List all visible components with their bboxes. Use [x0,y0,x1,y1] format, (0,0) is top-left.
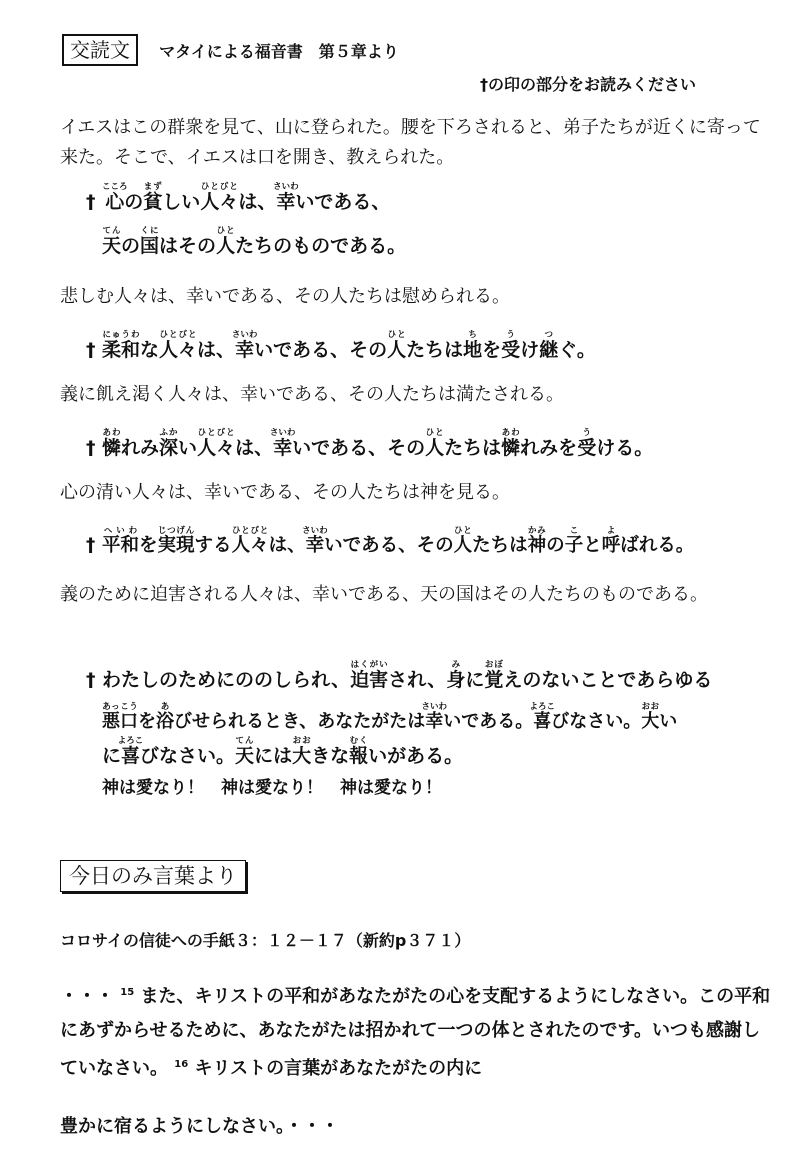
scripture-reference: コロサイの信徒への手紙３：１２－１７（新約p３７１） [60,931,471,950]
cross-mark: † [86,191,96,213]
scripture-quote: ・・・ $^{15}$ また、キリストの平和があなたがたの心を支配するようにしなさい。この平和にあずからせるために、あなたがたは招かれて一つの体とされたのです。いつも感謝していなさい。 $^{16}$ キリストの言葉があなたがたの内に [60,986,771,1079]
beatitude-1-line-2: 天てんの国くにはその人ひとたちのものである。 [102,226,407,257]
beatitude-5-line-2: 悪口あっこうを浴あびせられるとき、あなたがたは幸さいわいである。喜よろこびなさい。大おおい [102,702,678,732]
ruby-word: 貧まず [143,182,163,213]
todays-word-box-label: 今日のみ言葉より [60,860,246,892]
ruby-word: 天てん [102,226,122,257]
reading-box-label: 交読文 [62,34,138,66]
plain-verse-2: 義に飢え渇く人々は、幸いである、その人たちは満たされる。 [60,384,564,405]
beatitude-4: † 平和へいわを実現じつげんする人々ひとびとは、幸さいわいである、その人ひとたちは神かみの子こと呼よばれる。 [86,526,695,556]
plain-verse-3: 心の清い人々は、幸いである、その人たちは神を見る。 [60,482,510,503]
plain-verse-1: 悲しむ人々は、幸いである、その人たちは慰められる。 [60,286,510,307]
ruby-word: 心こころ [102,182,128,213]
cross-mark: † [86,437,96,459]
reading-instruction: †の印の部分をお読みください [480,75,697,94]
beatitude-1-line-1: † 心こころの貧まずしい人々ひとびとは、幸さいわいである、 [86,182,391,213]
beatitude-5-line-3: に喜よろこびなさい。天てんには大おおきな報むくいがある。 [102,736,464,767]
ruby-word: 人々ひとびと [200,182,239,213]
beatitude-3: † 憐あわれみ深ふかい人々ひとびとは、幸さいわいである、その人ひとたちは憐あわれみを受うける。 [86,428,654,459]
beatitude-5-line-4: 神は愛なり！ 神は愛なり！ 神は愛なり！ [102,778,442,798]
plain-verse-4: 義のために迫害される人々は、幸いである、天の国はその人たちのものである。 [60,584,708,605]
cross-mark: † [86,669,96,691]
cross-mark: † [86,535,96,556]
verse-number: 15 [120,987,135,998]
verse-number: 16 [174,1059,189,1070]
chapter-title: マタイによる福音書 第５章より [159,42,399,61]
ruby-word: 人ひと [216,226,236,257]
header [62,34,399,66]
scripture-quote-end: 豊かに宿るようにしなさい。・・・ [60,1116,339,1137]
cross-mark: † [86,339,96,361]
todays-word-section [60,860,246,892]
ruby-word: 国くに [140,226,160,257]
beatitude-2: † 柔和にゅうわな人々ひとびとは、幸さいわいである、その人ひとたちは地ちを受うけ継つぐ。 [86,330,596,361]
ruby-word: 幸さいわ [273,182,299,213]
intro-paragraph: イエスはこの群衆を見て、山に登られた。腰を下ろされると、弟子たちが近くに寄って来た。そこで、イエスは口を開き、教えられた。 [60,117,761,168]
beatitude-5-line-1: † わたしのためにののしられ、迫害はくがいされ、身みに覚おぼえのないことであらゆる [86,660,713,691]
